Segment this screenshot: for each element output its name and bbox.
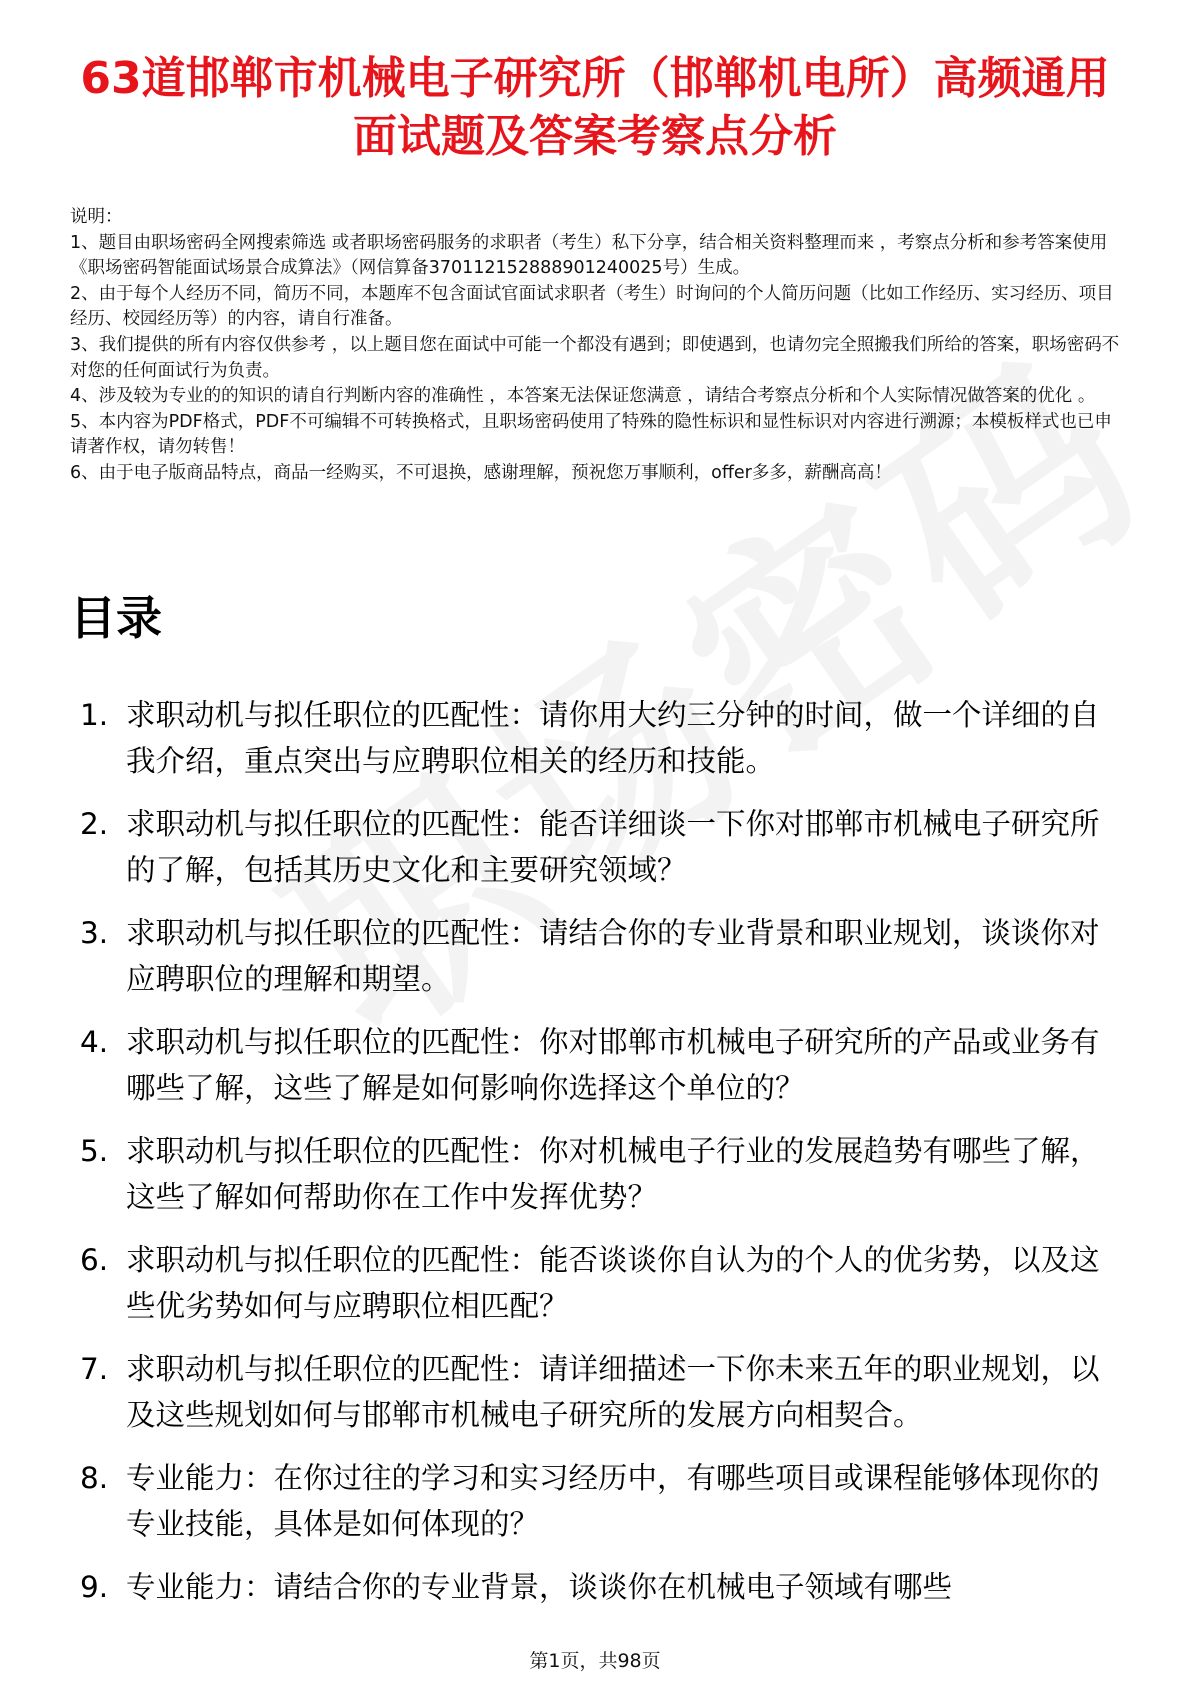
toc-item[interactable] xyxy=(70,1237,1120,1329)
toc-item[interactable] xyxy=(70,1019,1120,1111)
toc-item[interactable] xyxy=(70,1346,1120,1438)
toc-item[interactable] xyxy=(70,692,1120,784)
toc-item-number: 8. xyxy=(80,1461,109,1495)
toc-item-number: 9. xyxy=(80,1570,109,1604)
toc-item-number: 3. xyxy=(80,916,109,950)
toc-item-text: 求职动机与拟任职位的匹配性：请结合你的专业背景和职业规划，谈谈你对应聘职位的理解和期望。 xyxy=(126,916,1100,996)
note-item: 5、本内容为PDF格式，PDF不可编辑不可转换格式，且职场密码使用了特殊的隐性标识和显性标识对内容进行溯源；本模板样式也已申请著作权，请勿转售！ xyxy=(70,411,1112,458)
notes-section xyxy=(70,205,1120,487)
toc-list xyxy=(70,692,1120,1627)
note-item: 6、由于电子版商品特点，商品一经购买，不可退换，感谢理解，预祝您万事顺利，offer多多，薪酬高高！ xyxy=(70,462,892,483)
toc-item-text: 求职动机与拟任职位的匹配性：你对邯郸市机械电子研究所的产品或业务有哪些了解，这些了解是如何影响你选择这个单位的？ xyxy=(126,1025,1100,1105)
note-item: 1、题目由职场密码全网搜索筛选 或者职场密码服务的求职者（考生）私下分享，结合相关资料整理而来 ，考察点分析和参考答案使用《职场密码智能面试场景合成算法》（网信算备370112152888901240025号）生成。 xyxy=(70,232,1108,279)
toc-item[interactable] xyxy=(70,1128,1120,1220)
toc-item[interactable] xyxy=(70,1564,1120,1610)
note-item: 3、我们提供的所有内容仅供参考 ，以上题目您在面试中可能一个都没有遇到；即使遇到，也请勿完全照搬我们所给的答案，职场密码不对您的任何面试行为负责。 xyxy=(70,334,1120,381)
note-item: 4、涉及较为专业的的知识的请自行判断内容的准确性 ，本答案无法保证您满意 ，请结合考察点分析和个人实际情况做答案的优化 。 xyxy=(70,386,1096,407)
notes-heading: 说明： xyxy=(70,207,123,227)
toc-item-number: 5. xyxy=(80,1134,109,1168)
document-title: 63道邯郸市机械电子研究所（邯郸机电所）高频通用面试题及答案考察点分析 xyxy=(80,53,1110,162)
toc-item-text: 求职动机与拟任职位的匹配性：你对机械电子行业的发展趋势有哪些了解，这些了解如何帮助你在工作中发挥优势？ xyxy=(126,1134,1100,1214)
note-item: 2、由于每个人经历不同，简历不同，本题库不包含面试官面试求职者（考生）时询问的个人简历问题（比如工作经历、实习经历、项目经历、校园经历等）的内容，请自行准备。 xyxy=(70,283,1114,330)
toc-item-text: 求职动机与拟任职位的匹配性：请详细描述一下你未来五年的职业规划，以及这些规划如何与邯郸市机械电子研究所的发展方向相契合。 xyxy=(126,1352,1100,1432)
toc-item-number: 1. xyxy=(80,698,109,732)
toc-item-text: 求职动机与拟任职位的匹配性：请你用大约三分钟的时间，做一个详细的自我介绍，重点突出与应聘职位相关的经历和技能。 xyxy=(126,698,1100,778)
toc-item[interactable] xyxy=(70,910,1120,1002)
toc-item-text: 专业能力：请结合你的专业背景，谈谈你在机械电子领域有哪些 xyxy=(126,1570,953,1604)
toc-item-number: 6. xyxy=(80,1243,109,1277)
toc-item-text: 专业能力：在你过往的学习和实习经历中，有哪些项目或课程能够体现你的专业技能，具体是如何体现的？ xyxy=(126,1461,1100,1541)
toc-item-text: 求职动机与拟任职位的匹配性：能否谈谈你自认为的个人的优劣势，以及这些优劣势如何与应聘职位相匹配？ xyxy=(126,1243,1100,1323)
toc-item-number: 4. xyxy=(80,1025,109,1059)
page-footer: 第1页，共98页 xyxy=(529,1650,661,1672)
toc-item-text: 求职动机与拟任职位的匹配性：能否详细谈一下你对邯郸市机械电子研究所的了解，包括其历史文化和主要研究领域？ xyxy=(126,807,1100,887)
toc-item[interactable] xyxy=(70,1455,1120,1547)
toc-item-number: 7. xyxy=(80,1352,109,1386)
toc-item-number: 2. xyxy=(80,807,109,841)
toc-item[interactable] xyxy=(70,801,1120,893)
toc-heading: 目录 xyxy=(70,591,162,645)
